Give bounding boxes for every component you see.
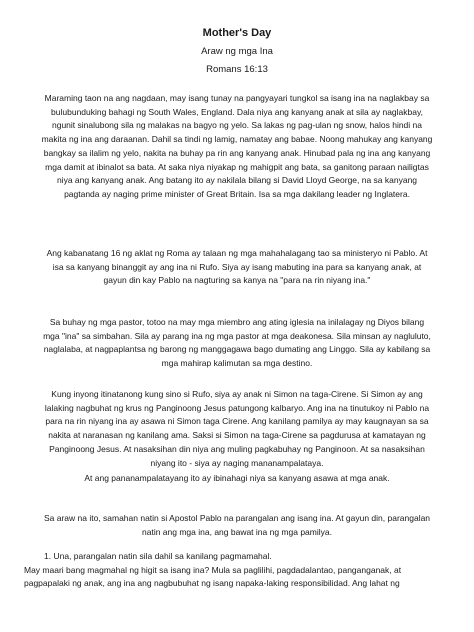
text-line: mga mahirap kalimutan sa mga destino. — [161, 358, 313, 369]
text-line: gayun din kay Pablo na nagturing sa kanya na "para na rin niyang ina." — [103, 275, 371, 286]
text-line: isa sa kanyang binanggit ay ang ina ni Rufo. Siya ay isang mabuting ina para sa kanyang anak, at — [52, 261, 422, 272]
paragraph-rufus — [24, 388, 450, 470]
text-line: mga damit at ibinalot sa bata. At saka niya niyakap ng mahigpit ang bata, sa ganitong paraan nailigtas — [45, 161, 429, 172]
text-line: May maari bang magmahal ng higit sa isang ina? Mula sa paglilihi, pagdadalantao, panganganak, at — [24, 564, 402, 575]
text-line: mga "ina" sa simbahan. Sila ay parang ina ng mga pastor at mga deakonesa. Sila minsan ay nagluluto, — [43, 330, 431, 341]
text-line: Maraming taon na ang nagdaan, may isang tunay na pangyayari tungkol sa isang ina na naglakbay sa — [44, 93, 430, 103]
paragraph-romans-16 — [24, 247, 450, 288]
text-line: niya ang kanyang anak. Ang batang ito ay nakilala bilang si David Lloyd George, na sa kanyang — [56, 175, 418, 186]
text-line: pagtanda ay naging prime minister of Great Britain. Isa sa mga dakilang leader ng Inglatera. — [64, 188, 410, 199]
document-subtitle: Araw ng mga Ina — [201, 46, 273, 57]
text-line: bulubunduking bahagi ng South Wales, England. Dala niya ang kanyang anak at sila ay naglakbay, — [51, 106, 423, 117]
text-line: bangkay sa ilalim ng yelo, nakita na buhay pa rin ang kanyang anak. Hinubad pala ng ina ang kanyang — [43, 147, 431, 158]
text-line: Sa araw na ito, samahan natin si Apostol Pablo na parangalan ang isang ina. At gayun din, parangalan — [43, 513, 431, 523]
text-line: Kung inyong itinatanong kung sino si Rufo, siya ay anak ni Simon na taga-Cirene. Si Simon ay ang — [51, 389, 423, 399]
paragraph-story — [24, 92, 450, 202]
text-line: Sa buhay ng mga pastor, totoo na may mga miembro ang ating iglesia na inilalagay ng Diyos bilang — [49, 317, 425, 327]
text-line: lalaking nagbuhat ng krus ng Panginoong Jesus patungong kalbaryo. Ang ina na tinutukoy ni Pablo na — [44, 402, 430, 413]
text-line: makita ng ina ang daraanan. Dahil sa tindi ng lamig, namatay ang babae. Noong mahukay ang kanyang — [41, 134, 433, 145]
list-item-heading: 1. Una, parangalan natin sila dahil sa kanilang pagmamahal. — [44, 551, 272, 561]
text-line: natin ang mga ina, ang bawat ina ng mga pamilya. — [142, 526, 332, 537]
scripture-reference: Romans 16:13 — [206, 64, 268, 75]
text-line: Ang kabanatang 16 ng aklat ng Roma ay talaan ng mga mahahalagang tao sa ministeryo ni Pablo. At — [46, 248, 428, 258]
paragraph-honor — [24, 512, 450, 539]
text-line: Panginoong Jesus. At nasaksihan din niya ang muling pagkabuhay ng Panginoon. At sa nasaksihan — [49, 443, 425, 454]
text-line: At ang pananampalatayang ito ay ibinahagi niya sa kanyang asawa at mga anak. — [84, 473, 390, 483]
text-line: pagpapalaki ng anak, ang ina ang nagbubuhat ng isang napaka-laking responsibilidad. Ang lahat ng — [24, 578, 400, 589]
numbered-list — [24, 550, 450, 591]
document-title: Mother's Day — [202, 27, 272, 39]
paragraph-faith — [24, 472, 450, 486]
text-line: niyang ito - siya ay naging mananampalataya. — [150, 457, 324, 468]
text-line: naglalaba, at nagpaplantsa ng barong ng manggagawa bago dumating ang Linggo. Sila ay kabilang sa — [43, 344, 431, 355]
text-line: nakita at naranasan ng kanilang ama. Saksi si Simon na taga-Cirene sa pagdurusa at kamatayan ng — [48, 430, 426, 441]
paragraph-pastors — [24, 316, 450, 371]
text-line: ngunit sinalubong sila ng malakas na bagyo ng yelo. Sa lakas ng pag-ulan ng snow, halos hindi na — [51, 120, 422, 131]
text-line: para na rin niyang ina ay asawa ni Simon taga Cirene. Ang kanilang pamilya ay may kaugnayan sa sa — [45, 416, 429, 427]
